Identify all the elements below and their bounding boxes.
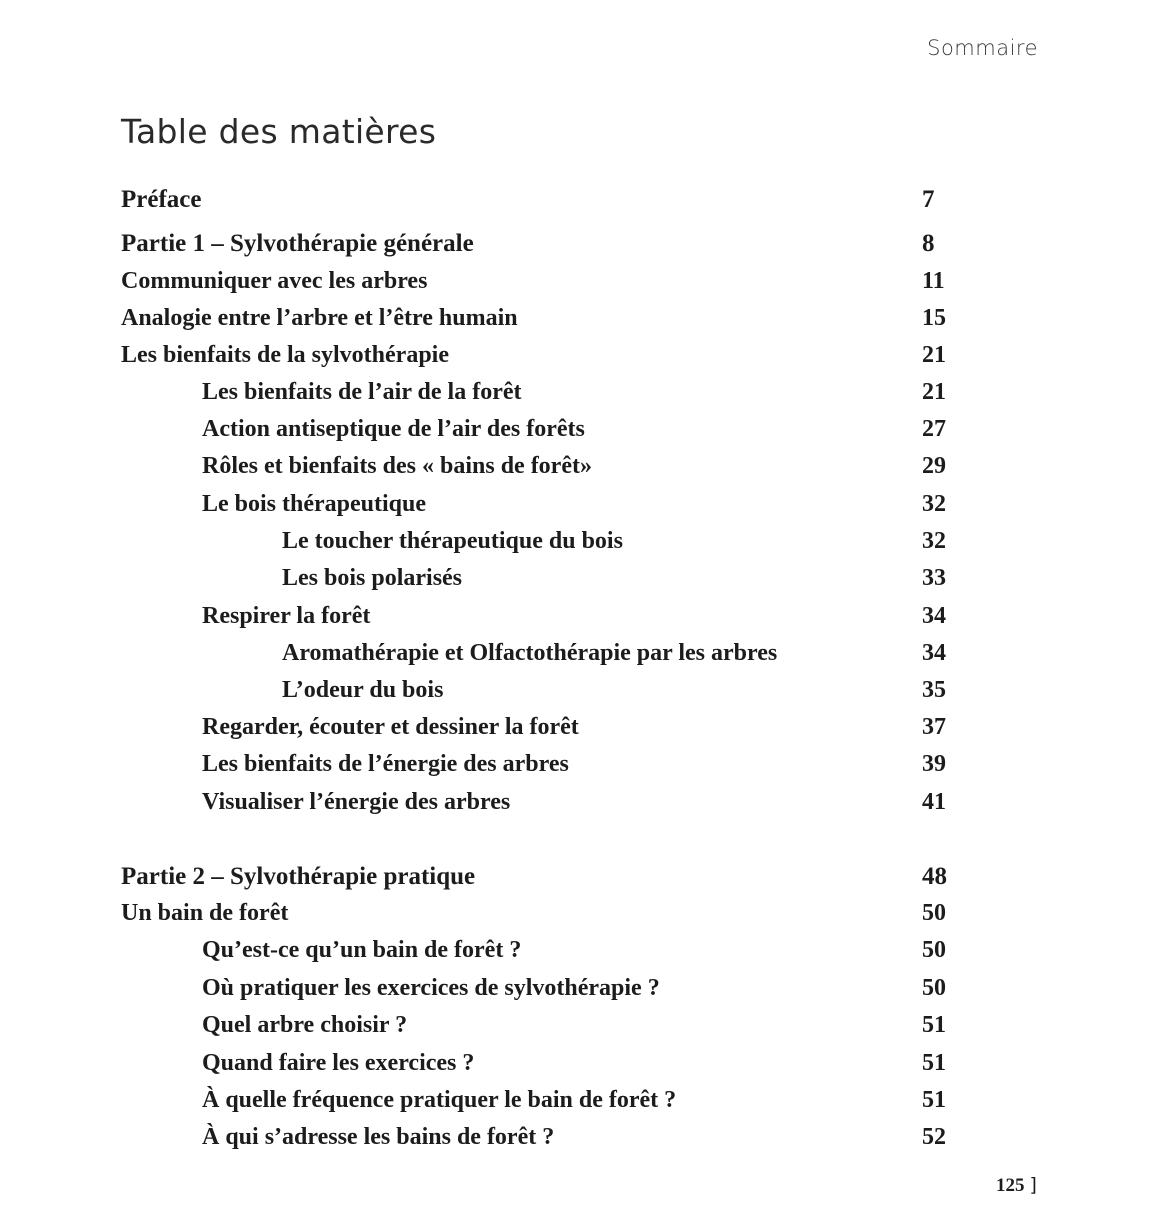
toc-entry xyxy=(0,677,1156,711)
toc-entry xyxy=(0,714,1156,748)
toc-entry-title: Où pratiquer les exercices de sylvothérapie ? xyxy=(202,975,660,1001)
toc-entry-page-number: 21 xyxy=(922,342,946,368)
toc-entry xyxy=(0,528,1156,562)
toc-entry-title: À quelle fréquence pratiquer le bain de forêt ? xyxy=(202,1087,677,1113)
toc-entry xyxy=(0,453,1156,487)
toc-entry xyxy=(0,937,1156,971)
toc-entry xyxy=(0,1124,1156,1158)
toc-entry-page-number: 37 xyxy=(922,714,946,740)
toc-entry xyxy=(0,565,1156,599)
toc-entry-title: Les bienfaits de l’énergie des arbres xyxy=(202,751,569,777)
toc-entry xyxy=(0,268,1156,302)
toc-entry-title: Aromathérapie et Olfactothérapie par les arbres xyxy=(282,640,778,666)
toc-entry-page-number: 21 xyxy=(922,379,946,405)
toc-entry-title: Le bois thérapeutique xyxy=(202,491,427,517)
toc-entry-page-number: 27 xyxy=(922,416,946,442)
toc-entry-title: Analogie entre l’arbre et l’être humain xyxy=(121,305,518,331)
toc-entry-page-number: 41 xyxy=(922,789,946,815)
toc-entry-title: Quel arbre choisir ? xyxy=(202,1012,408,1038)
toc-entry-page-number: 51 xyxy=(922,1012,946,1038)
toc-entry-page-number: 50 xyxy=(922,900,946,926)
toc-entry-title: Un bain de forêt xyxy=(121,900,289,926)
toc-entry xyxy=(0,342,1156,376)
toc-entry-page-number: 48 xyxy=(922,863,947,890)
toc-entry-title: Communiquer avec les arbres xyxy=(121,268,428,294)
toc-entry xyxy=(0,751,1156,785)
toc-entry-title: Action antiseptique de l’air des forêts xyxy=(202,416,585,442)
toc-entry-page-number: 33 xyxy=(922,565,946,591)
toc-entry-title: Préface xyxy=(121,186,202,213)
toc-entry-page-number: 34 xyxy=(922,640,946,666)
toc-entry xyxy=(0,230,1156,264)
toc-entry-page-number: 52 xyxy=(922,1124,946,1150)
folio-number: 125 xyxy=(996,1175,1025,1196)
toc-entry-page-number: 39 xyxy=(922,751,946,777)
toc-entry xyxy=(0,491,1156,525)
toc-entry-title: Regarder, écouter et dessiner la forêt xyxy=(202,714,579,740)
toc-entry-title: Qu’est-ce qu’un bain de forêt ? xyxy=(202,937,522,963)
toc-entry-title: L’odeur du bois xyxy=(282,677,444,703)
toc-entry xyxy=(0,1050,1156,1084)
toc-entry-title: Les bois polarisés xyxy=(282,565,463,591)
toc-entry-page-number: 15 xyxy=(922,305,946,331)
toc-entry-title: Visualiser l’énergie des arbres xyxy=(202,789,511,815)
toc-entry xyxy=(0,416,1156,450)
toc-entry-page-number: 32 xyxy=(922,491,946,517)
toc-entry-page-number: 51 xyxy=(922,1050,946,1076)
toc-entry-title: Partie 1 – Sylvothérapie générale xyxy=(121,230,474,257)
toc-entry-title: Respirer la forêt xyxy=(202,603,371,629)
toc-entry-title: Partie 2 – Sylvothérapie pratique xyxy=(121,863,476,890)
toc-entry-title: Quand faire les exercices ? xyxy=(202,1050,475,1076)
toc-entry xyxy=(0,975,1156,1009)
toc-entry-page-number: 34 xyxy=(922,603,946,629)
running-header: Sommaire xyxy=(927,36,1038,60)
page-number xyxy=(996,1174,1037,1197)
toc-entry-title: Le toucher thérapeutique du bois xyxy=(282,528,623,554)
toc-entry xyxy=(0,379,1156,413)
toc-entry-page-number: 7 xyxy=(922,186,935,213)
toc-entry xyxy=(0,603,1156,637)
toc-entry xyxy=(0,305,1156,339)
toc-entry xyxy=(0,1087,1156,1121)
toc-entry-page-number: 50 xyxy=(922,937,946,963)
toc-entry-title: Les bienfaits de la sylvothérapie xyxy=(121,342,449,368)
toc-entry-title: Rôles et bienfaits des « bains de forêt» xyxy=(202,453,592,479)
toc-entry xyxy=(0,640,1156,674)
toc-entry-page-number: 35 xyxy=(922,677,946,703)
toc-entry xyxy=(0,900,1156,934)
toc-entry-page-number: 11 xyxy=(922,268,945,294)
toc-entry-title: Les bienfaits de l’air de la forêt xyxy=(202,379,522,405)
toc-entry-page-number: 50 xyxy=(922,975,946,1001)
toc-entry xyxy=(0,789,1156,823)
toc-entry-page-number: 51 xyxy=(922,1087,946,1113)
toc-entry xyxy=(0,186,1156,220)
toc-entry-page-number: 8 xyxy=(922,230,935,257)
toc-entry-page-number: 29 xyxy=(922,453,946,479)
toc-entry xyxy=(0,1012,1156,1046)
toc-entry xyxy=(0,863,1156,897)
toc-entry-title: À qui s’adresse les bains de forêt ? xyxy=(202,1124,555,1150)
page-title: Table des matières xyxy=(121,112,437,151)
folio-bracket: ] xyxy=(1029,1174,1037,1196)
toc-entry-page-number: 32 xyxy=(922,528,946,554)
